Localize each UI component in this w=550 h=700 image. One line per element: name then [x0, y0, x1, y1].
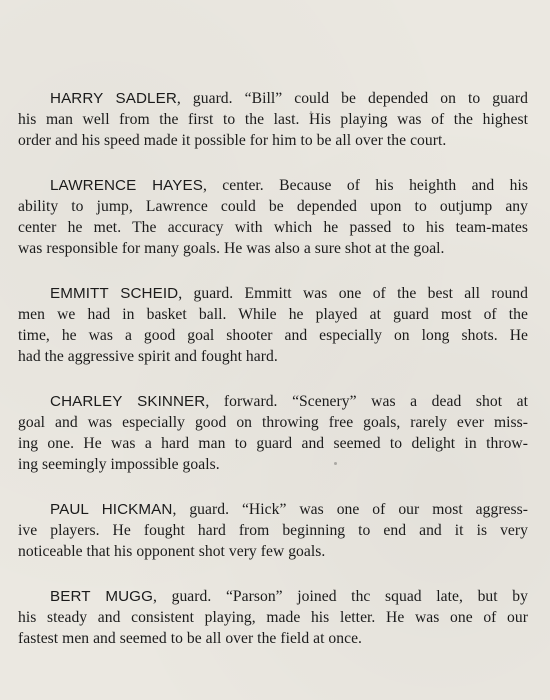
player-name: BERT MUGG	[50, 588, 154, 605]
bio-line: time, he was a good goal shooter and especially on long shots. He	[18, 327, 528, 344]
bio-line: noticeable that his opponent shot very few goals.	[18, 543, 326, 560]
bio-line: ability to jump, Lawrence could be depended upon to outjump any	[18, 198, 528, 215]
bio-first-line	[18, 175, 528, 196]
bio-line: his man well from the first to the last. His playing was of the highest	[18, 111, 528, 128]
bio-bert-mugg	[18, 586, 528, 649]
bio-line: had the aggressive spirit and fought hard.	[18, 348, 278, 365]
bio-line: ing seemingly impossible goals.	[18, 456, 220, 473]
player-name: EMMITT SCHEID	[50, 285, 179, 302]
player-name: PAUL HICKMAN	[50, 501, 173, 518]
bio-line: fastest men and seemed to be all over the field at once.	[18, 630, 362, 647]
paper-speck	[310, 111, 312, 113]
bio-first-line	[18, 586, 528, 607]
paper-speck	[334, 462, 337, 465]
bio-first-line	[18, 88, 528, 109]
bio-line: goal and was especially good on throwing free goals, rarely ever miss-	[18, 414, 528, 431]
bio-line: center he met. The accuracy with which he passed to his team-mates	[18, 219, 528, 236]
bio-lawrence-hayes	[18, 175, 528, 259]
bio-line: was responsible for many goals. He was also a sure shot at the goal.	[18, 240, 445, 257]
player-name: LAWRENCE HAYES	[50, 177, 203, 194]
bio-line: ing one. He was a hard man to guard and seemed to delight in throw-	[18, 435, 528, 452]
bio-paul-hickman	[18, 499, 528, 562]
bio-line: men we had in basket ball. While he played at guard most of the	[18, 306, 528, 323]
bio-line: his steady and consistent playing, made his letter. He was one of our	[18, 609, 528, 626]
bio-first-line	[18, 283, 528, 304]
bio-charley-skinner	[18, 391, 528, 475]
bio-first-line	[18, 499, 528, 520]
bio-first-line-text: , center. Because of his heighth and his	[202, 177, 528, 194]
bio-line: order and his speed made it possible for him to be all over the court.	[18, 132, 447, 149]
bio-first-line-text: , guard. “Bill” could be depended on to guard	[176, 90, 528, 107]
bio-first-line-text: , guard. Emmitt was one of the best all round	[178, 285, 529, 302]
bio-first-line-text: , guard. “Parson” joined thc squad late, but by	[153, 588, 528, 605]
bio-line: ive players. He fought hard from beginning to end and it is very	[18, 522, 528, 539]
bio-harry-sadler	[18, 88, 528, 151]
bio-first-line-text: , forward. “Scenery” was a dead shot at	[205, 393, 529, 410]
bio-first-line-text: , guard. “Hick” was one of our most aggress-	[172, 501, 529, 518]
bio-emmitt-scheid	[18, 283, 528, 367]
bio-first-line	[18, 391, 528, 412]
player-name: HARRY SADLER	[50, 90, 177, 107]
player-name: CHARLEY SKINNER	[50, 393, 206, 410]
